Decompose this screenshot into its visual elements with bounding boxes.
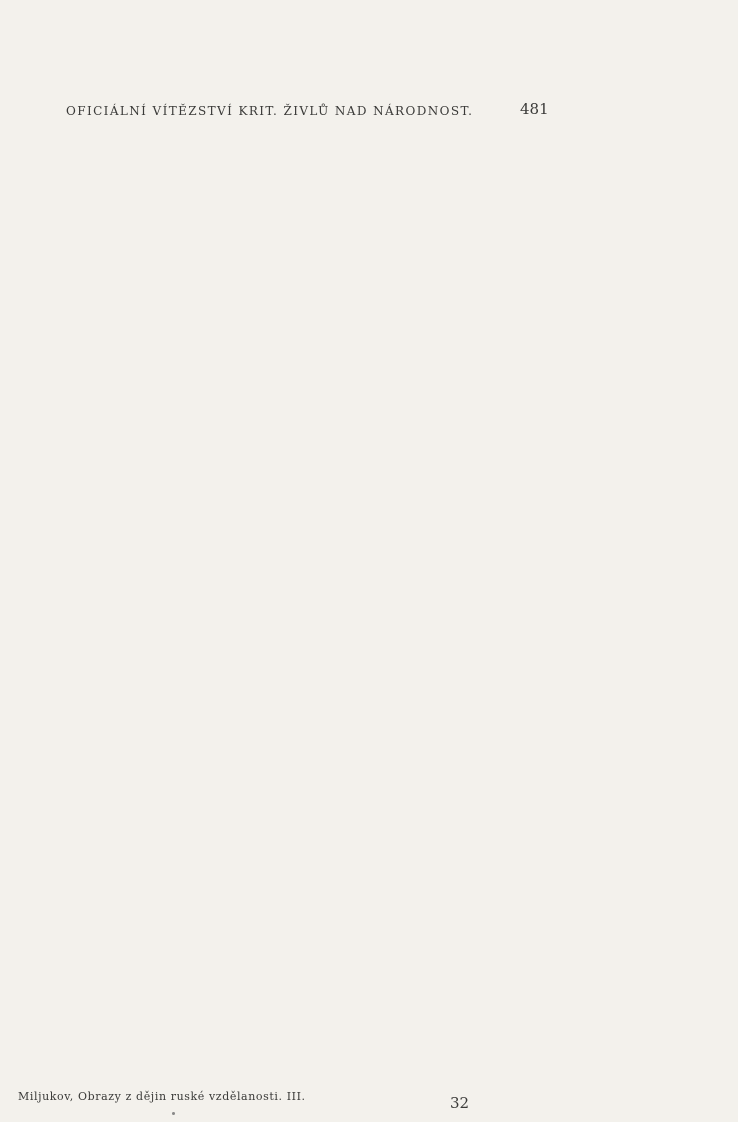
running-head: OFICIÁLNÍ VÍTĚZSTVÍ KRIT. ŽIVLŮ NAD NÁRODNOST. <box>66 104 474 118</box>
signature-mark: 32 <box>450 1094 470 1112</box>
footer-citation: Miljukov, Obrazy z dějin ruské vzdělanosti. III. <box>18 1090 306 1103</box>
page-number: 481 <box>520 100 549 118</box>
paper-speck <box>172 1112 175 1115</box>
